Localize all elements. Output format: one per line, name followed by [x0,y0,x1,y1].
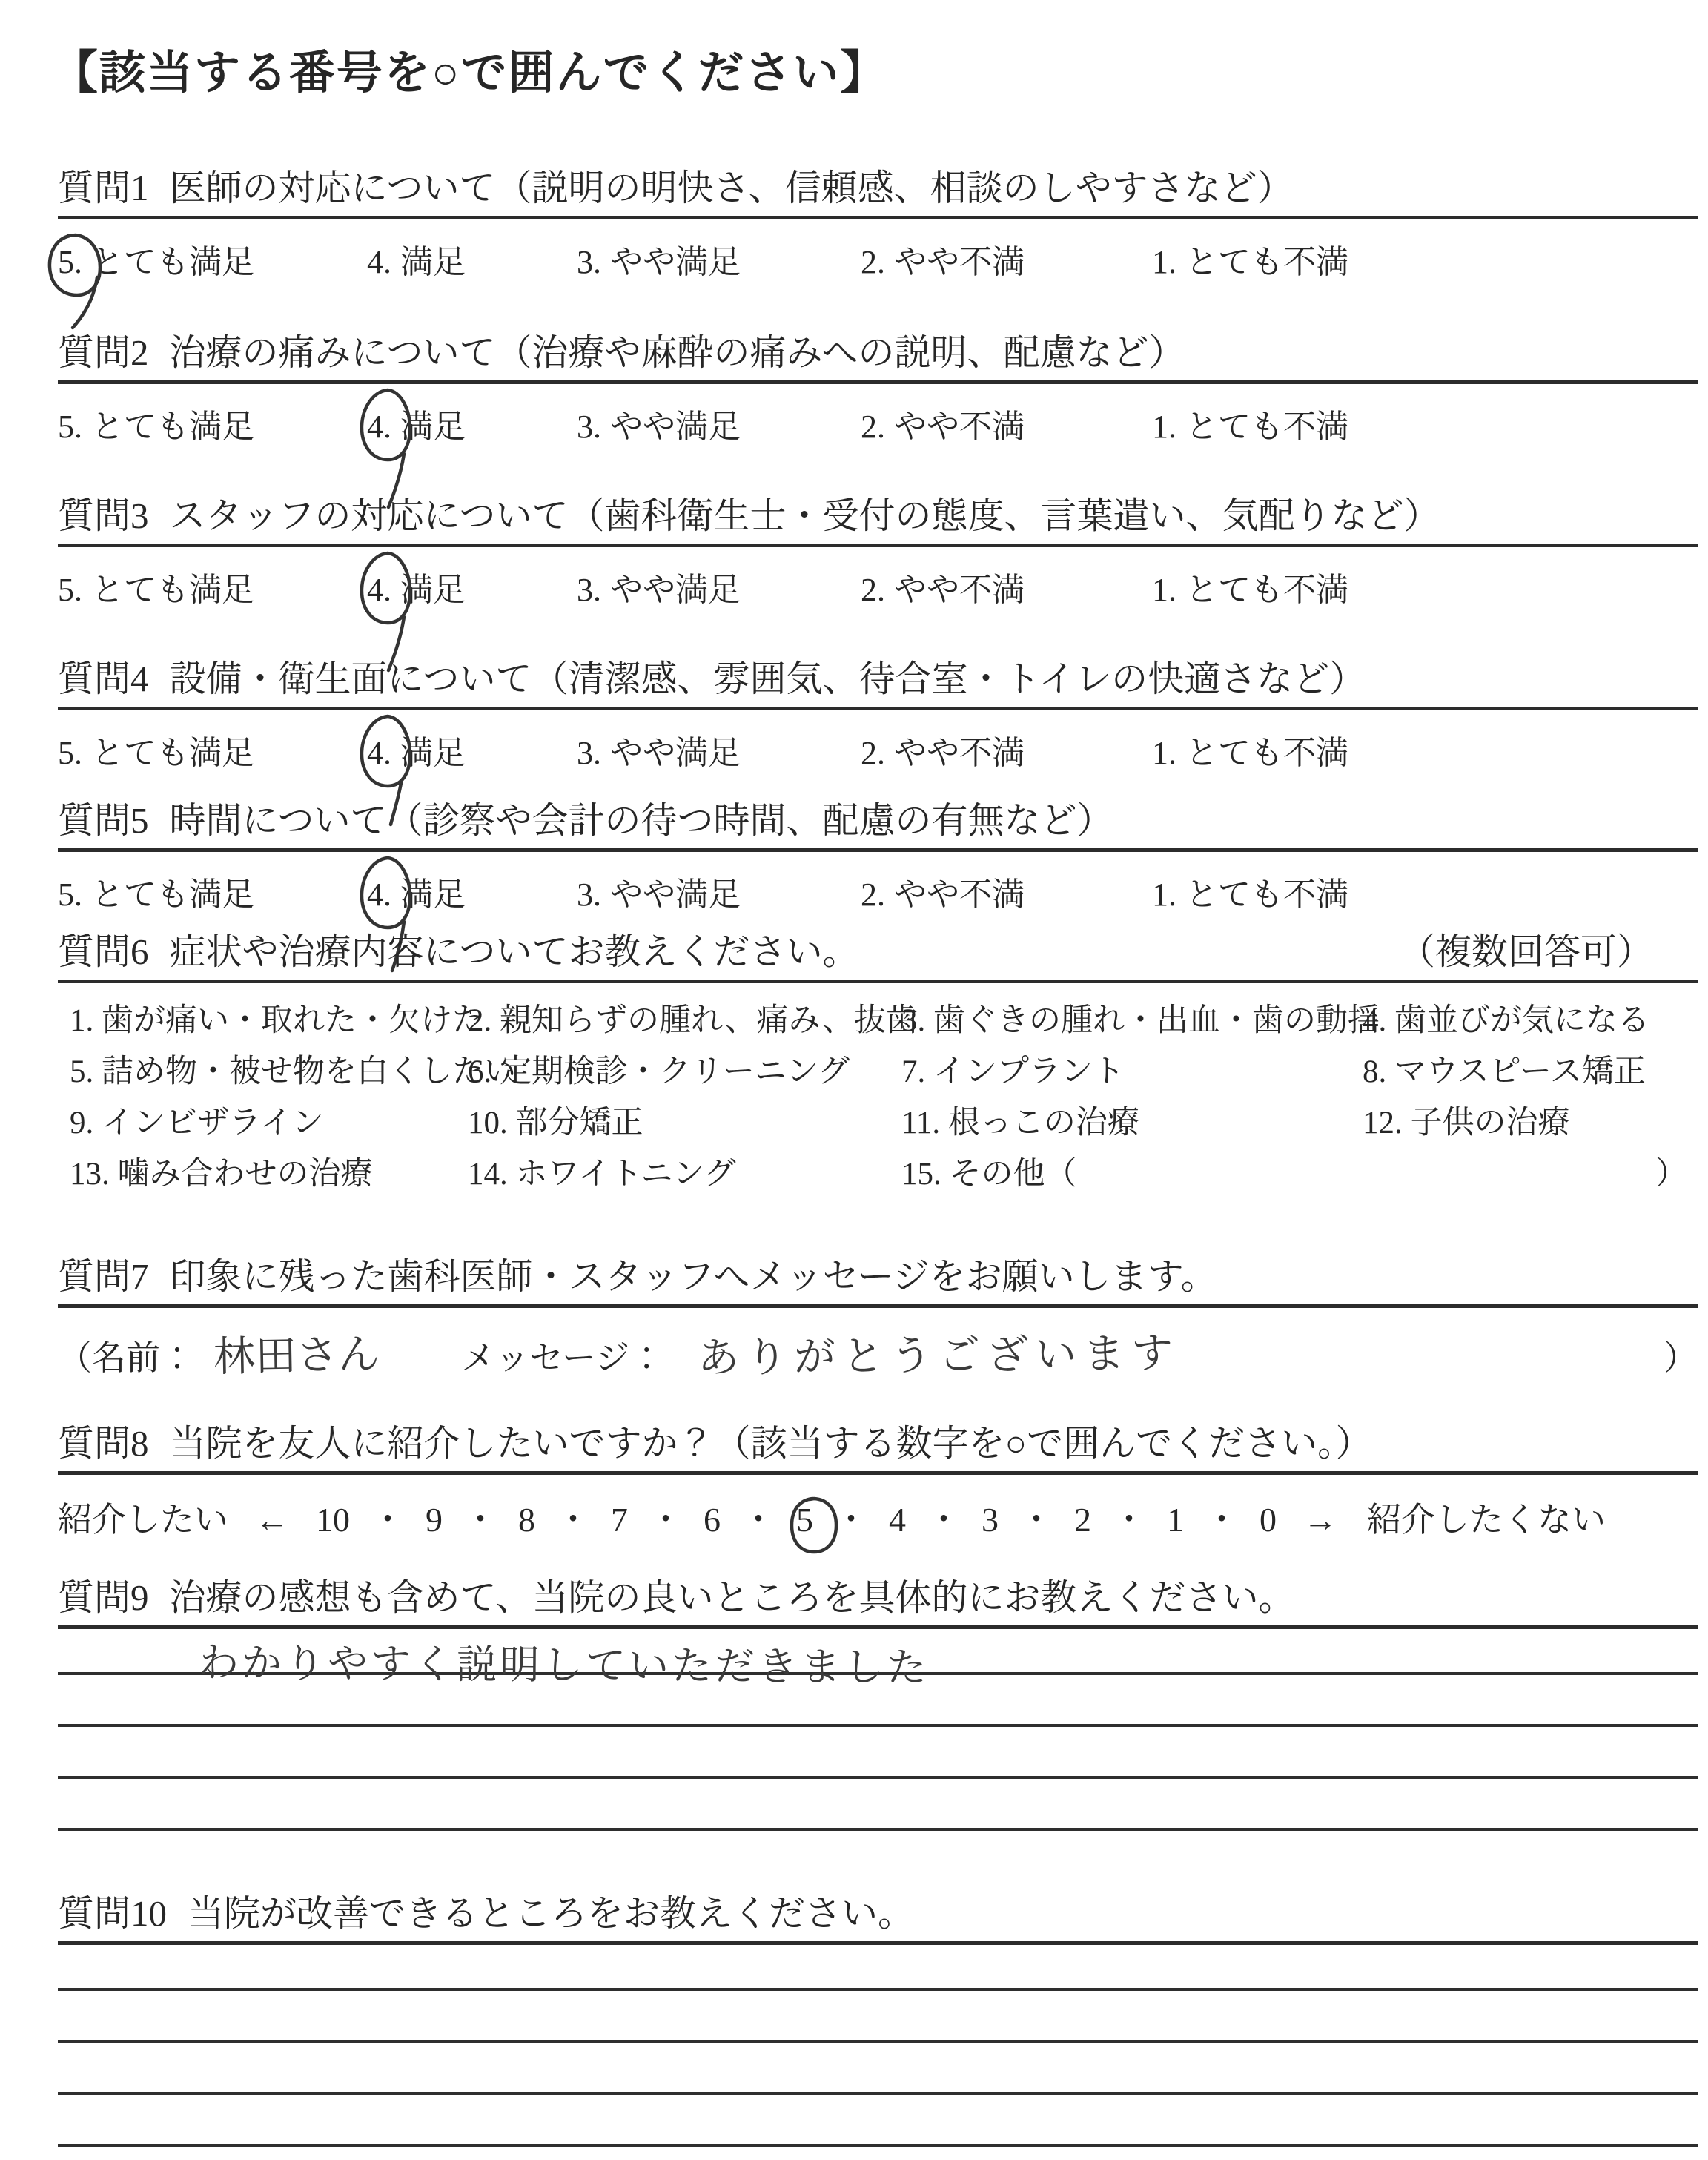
question-10-section [58,1892,1698,2147]
q2-option-2-label: やや不満 [894,409,1025,445]
question-7-heading [58,1255,1698,1298]
question-3-heading [58,495,1698,538]
answer-line[interactable] [58,1779,1698,1831]
q5-option-1-num: 1. [1152,876,1176,913]
question-9-number: 質問9 [58,1577,149,1618]
q1-option-5[interactable] [58,242,254,283]
q5-option-4[interactable] [367,874,466,916]
q6-item-4[interactable]: 4. 歯並びが気になる [1363,1003,1649,1038]
q2-option-4[interactable] [367,406,466,448]
q2-option-2[interactable] [861,406,1025,448]
q1-option-5-label: とても満足 [91,244,254,280]
message-field-label: メッセージ： [461,1339,664,1377]
question-1-heading [58,167,1698,210]
message-close-paren: ） [1664,1339,1698,1377]
question-5-heading [58,799,1698,842]
question-6-number: 質問6 [58,931,149,972]
question-10-number: 質問10 [58,1893,168,1934]
left-arrow-icon: ← [255,1501,289,1539]
heading-underline [58,1304,1698,1308]
q1-option-5-num: 5. [58,244,82,280]
q3-option-3-num: 3. [577,572,601,608]
other-close-paren: ） [1655,1157,1687,1192]
q8-number-1[interactable]: 1 [1167,1501,1184,1539]
scale-right-label: 紹介したくない [1367,1501,1606,1539]
q3-option-2[interactable] [861,569,1025,611]
q4-option-4[interactable] [367,733,466,774]
dot-separator: ・ [927,1501,961,1539]
q4-option-4-label: 満足 [400,735,466,771]
q3-option-5[interactable] [58,569,254,611]
question-9-section [58,1576,1698,1831]
answer-line[interactable] [58,1991,1698,2043]
question-3-topic: スタッフの対応について（歯科衛生士・受付の態度、言葉遣い、気配りなど） [169,495,1440,536]
q4-option-3[interactable] [577,733,741,774]
handwritten-name: 林田さん [213,1330,380,1381]
q8-number-6[interactable]: 6 [704,1501,721,1539]
q4-option-1-num: 1. [1152,735,1176,771]
dot-separator: ・ [1019,1501,1053,1539]
recommend-scale-row [58,1493,1698,1542]
q5-option-5-num: 5. [58,876,82,913]
heading-underline [58,380,1698,384]
question-8-section [58,1422,1698,1542]
q1-option-2-label: やや不満 [894,244,1025,280]
handwritten-q9-answer: わかりやすく説明していただきました [198,1639,930,1691]
q8-number-0[interactable]: 0 [1260,1501,1277,1539]
q3-option-2-num: 2. [861,572,885,608]
q2-option-5-label: とても満足 [91,409,254,445]
q1-option-1[interactable] [1152,242,1348,283]
dot-separator: ・ [371,1501,405,1539]
question-6-section [58,931,1698,1193]
heading-underline [58,544,1698,547]
q6-item-14[interactable]: 14. ホワイトニング [468,1157,736,1192]
q5-option-3-label: やや満足 [610,876,741,913]
q5-option-2[interactable] [861,874,1025,916]
heading-underline [58,1471,1698,1475]
q4-option-1[interactable] [1152,733,1348,774]
handwritten-message: ありがとうございます [697,1329,1180,1383]
q2-option-5[interactable] [58,406,254,448]
q4-option-2[interactable] [861,733,1025,774]
q8-number-3[interactable]: 3 [982,1501,999,1539]
question-4-options [58,733,1698,774]
q4-option-5-label: とても満足 [91,735,254,771]
q8-number-8[interactable]: 8 [518,1501,535,1539]
q8-number-10[interactable]: 10 [316,1501,350,1539]
question-4-number: 質問4 [58,658,149,699]
q4-option-4-num: 4. [367,735,391,771]
q1-option-3-label: やや満足 [610,244,741,280]
question-2-number: 質問2 [58,332,149,373]
q3-option-2-label: やや不満 [894,572,1025,608]
q6-item-7[interactable]: 7. インプラント [901,1054,1125,1089]
q1-option-4-num: 4. [367,244,391,280]
question-7-number: 質問7 [58,1256,149,1297]
q1-option-3-num: 3. [577,244,601,280]
q6-item-13[interactable]: 13. 噛み合わせの治療 [70,1157,373,1192]
question-6-topic: 症状や治療内容についてお教えください。 [169,931,859,972]
symptom-options-grid [58,1003,1698,1193]
dot-separator: ・ [649,1501,683,1539]
q6-item-9[interactable]: 9. インビザライン [70,1106,324,1140]
dot-separator: ・ [556,1501,590,1539]
q1-option-1-num: 1. [1152,244,1176,280]
question-9-topic: 治療の感想も含めて、当院の良いところを具体的にお教えください。 [169,1577,1295,1618]
q3-option-4[interactable] [367,569,466,611]
q6-item-1[interactable]: 1. 歯が痛い・取れた・欠けた [70,1003,484,1038]
q6-item-8[interactable]: 8. マウスピース矯正 [1363,1054,1646,1089]
q6-item-12[interactable]: 12. 子供の治療 [1363,1106,1570,1140]
question-7-section [58,1255,1698,1382]
question-3-options [58,569,1698,611]
heading-underline [58,707,1698,710]
q2-option-3-num: 3. [577,409,601,445]
q4-option-2-label: やや不満 [894,735,1025,771]
message-answer-row [58,1323,1698,1382]
dot-separator: ・ [1112,1501,1146,1539]
q1-option-1-label: とても不満 [1185,244,1348,280]
q2-option-5-num: 5. [58,409,82,445]
question-10-heading [58,1892,1698,1935]
question-1-section [58,167,1698,283]
answer-line[interactable] [58,1727,1698,1779]
question-6-heading [58,931,1698,974]
multiple-answers-note: （複数回答可） [1398,931,1653,972]
q3-option-3-label: やや満足 [610,572,741,608]
q4-option-5-num: 5. [58,735,82,771]
question-5-options [58,874,1698,916]
question-5-topic: 時間について（診察や会計の待つ時間、配慮の有無など） [169,800,1113,841]
q2-option-1-label: とても不満 [1185,409,1348,445]
answer-line[interactable] [58,1945,1698,1991]
heading-underline [58,980,1698,983]
question-5-section [58,799,1698,916]
q3-option-5-num: 5. [58,572,82,608]
q3-option-1[interactable] [1152,569,1348,611]
q1-option-3[interactable] [577,242,741,283]
q8-number-9[interactable]: 9 [426,1501,443,1539]
q6-item-11[interactable]: 11. 根っこの治療 [901,1106,1139,1140]
q3-option-1-num: 1. [1152,572,1176,608]
q3-option-5-label: とても満足 [91,572,254,608]
q6-item-15-other[interactable]: 15. その他（ [901,1157,1077,1192]
question-4-heading [58,658,1698,701]
q4-option-3-num: 3. [577,735,601,771]
q5-option-5[interactable] [58,874,254,916]
heading-underline [58,848,1698,852]
question-8-topic: 当院を友人に紹介したいですか？（該当する数字を○で囲んでください。） [169,1423,1372,1464]
q8-number-2[interactable]: 2 [1074,1501,1091,1539]
q6-item-3[interactable]: 3. 歯ぐきの腫れ・出血・歯の動揺 [901,1003,1380,1038]
q2-option-4-label: 満足 [400,409,466,445]
q4-option-1-label: とても不満 [1185,735,1348,771]
q8-number-7[interactable]: 7 [611,1501,628,1539]
q5-option-3[interactable] [577,874,741,916]
q1-option-4[interactable] [367,242,466,283]
question-1-options [58,242,1698,283]
q1-option-4-label: 満足 [400,244,466,280]
q2-option-1-num: 1. [1152,409,1176,445]
page-title: 【該当する番号を○で囲んでください】 [52,48,888,99]
q3-option-1-label: とても不満 [1185,572,1348,608]
q5-option-2-num: 2. [861,876,885,913]
question-2-options [58,406,1698,448]
dot-separator: ・ [463,1501,497,1539]
q3-option-4-num: 4. [367,572,391,608]
q6-item-5[interactable]: 5. 詰め物・被せ物を白くしたい [70,1054,516,1089]
question-5-number: 質問5 [58,800,149,841]
q4-option-5[interactable] [58,733,254,774]
question-10-topic: 当院が改善できるところをお教えください。 [188,1893,915,1934]
q5-option-4-num: 4. [367,876,391,913]
q6-item-6[interactable]: 6. 定期検診・クリーニング [468,1054,850,1089]
q5-option-4-label: 満足 [400,876,466,913]
answer-line[interactable] [58,2043,1698,2095]
question-2-section [58,331,1698,448]
question-8-number: 質問8 [58,1423,149,1464]
question-3-number: 質問3 [58,495,149,536]
q4-option-2-num: 2. [861,735,885,771]
question-1-number: 質問1 [58,168,149,208]
q2-option-4-num: 4. [367,409,391,445]
q3-option-3[interactable] [577,569,741,611]
heading-underline [58,216,1698,219]
q9-answer-area [58,1629,1698,1831]
answer-line[interactable] [58,2095,1698,2147]
q6-item-10[interactable]: 10. 部分矯正 [468,1106,643,1140]
name-field-label: （名前： [58,1339,194,1377]
q2-option-3[interactable] [577,406,741,448]
q3-option-4-label: 満足 [400,572,466,608]
q5-option-1[interactable] [1152,874,1348,916]
q4-option-3-label: やや満足 [610,735,741,771]
question-1-topic: 医師の対応について（説明の明快さ、信頼感、相談のしやすさなど） [169,168,1294,208]
q8-number-5-selected[interactable] [796,1500,813,1539]
question-9-heading [58,1576,1698,1619]
dot-separator: ・ [741,1501,775,1539]
q10-answer-area [58,1945,1698,2147]
question-4-section [58,658,1698,774]
dot-separator: ・ [1205,1501,1239,1539]
q8-number-4[interactable]: 4 [889,1501,906,1539]
q2-option-2-num: 2. [861,409,885,445]
q2-option-3-label: やや満足 [610,409,741,445]
question-2-topic: 治療の痛みについて（治療や麻酔の痛みへの説明、配慮など） [169,332,1185,373]
q6-item-2[interactable]: 2. 親知らずの腫れ、痛み、抜歯 [468,1003,918,1038]
question-2-heading [58,331,1698,374]
q2-option-1[interactable] [1152,406,1348,448]
right-arrow-icon: → [1303,1501,1337,1539]
q5-option-3-num: 3. [577,876,601,913]
question-3-section [58,495,1698,611]
q1-option-2[interactable] [861,242,1025,283]
scale-left-label: 紹介したい [58,1501,228,1539]
dot-separator: ・ [834,1501,868,1539]
q1-option-2-num: 2. [861,244,885,280]
question-7-topic: 印象に残った歯科医師・スタッフへメッセージをお願いします。 [169,1256,1217,1297]
question-4-topic: 設備・衛生面について（清潔感、雰囲気、待合室・トイレの快適さなど） [169,658,1366,699]
q5-option-5-label: とても満足 [91,876,254,913]
q5-option-2-label: やや不満 [894,876,1025,913]
q5-option-1-label: とても不満 [1185,876,1348,913]
q8-number-5-text: 5 [796,1501,813,1539]
question-8-heading [58,1422,1698,1465]
